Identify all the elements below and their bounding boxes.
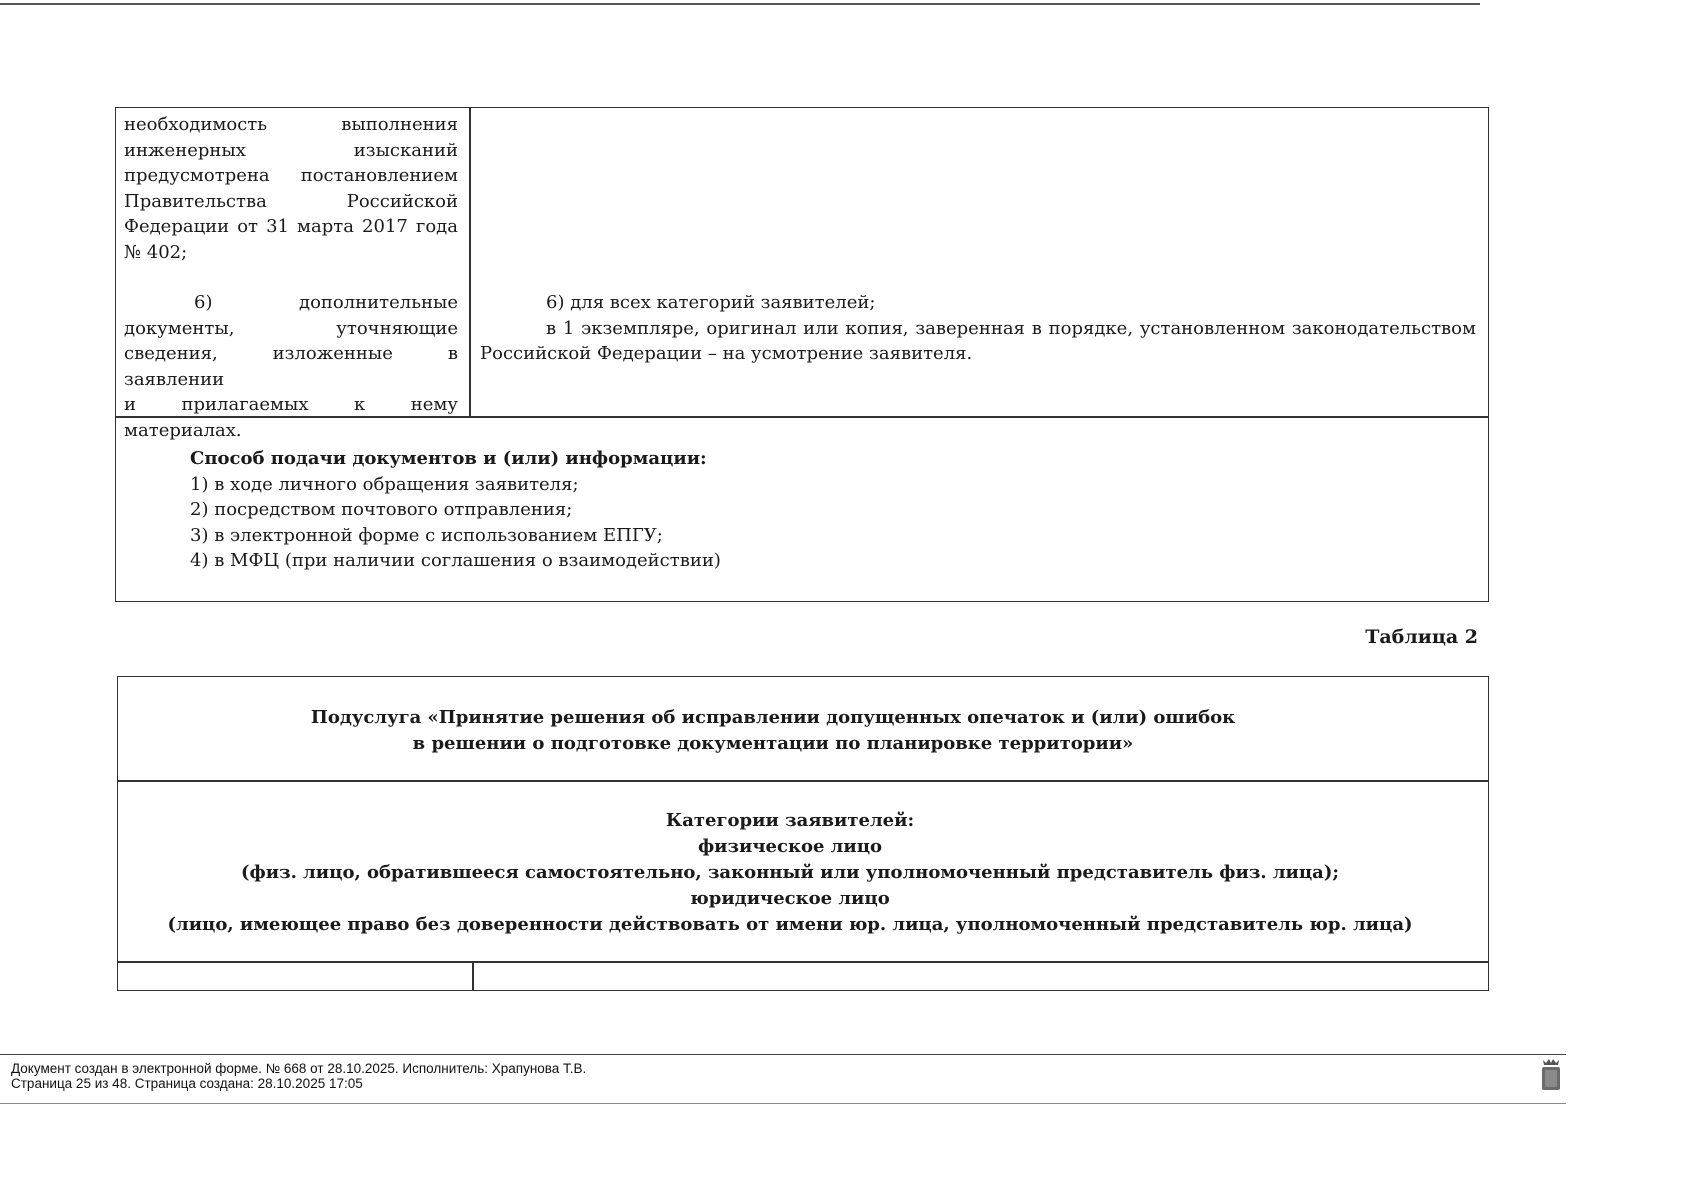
- emblem-icon: [1540, 1058, 1562, 1092]
- text-line: и прилагаемых к нему материалах.: [124, 394, 458, 441]
- applicant-categories-line: 6) для всех категорий заявителей;: [546, 292, 876, 313]
- scan-edge-bottom: [0, 1103, 1566, 1104]
- submission-item: 2) посредством почтового отправления;: [190, 499, 573, 520]
- engineering-surveys-text: [124, 112, 458, 265]
- category-individual: физическое лицо: [697, 836, 883, 857]
- table-2-label: Таблица 2: [1365, 626, 1478, 648]
- text-line: необходимость выполнения: [124, 114, 458, 135]
- category-legal-entity-desc: (лицо, имеющее право без доверенности действовать от имени юр. лица, уполномоченный представитель юр. лица): [167, 914, 1413, 935]
- submission-item: 3) в электронной форме с использованием ЕПГУ;: [190, 524, 663, 546]
- subservice-title-line: в решении о подготовке документации по планировке территории»: [412, 733, 1134, 754]
- text-line: № 402;: [124, 241, 188, 263]
- submission-methods: [190, 446, 1190, 574]
- category-legal-entity: юридическое лицо: [690, 888, 890, 909]
- text-line: предусмотрена постановлением: [124, 165, 458, 186]
- table-2-row-divider-2: [117, 961, 1489, 963]
- submission-item: 1) в ходе личного обращения заявителя;: [190, 473, 579, 495]
- submission-item: 4) в МФЦ (при наличии соглашения о взаимодействии): [190, 550, 721, 571]
- table-1-left-cell: [124, 112, 458, 443]
- applicant-categories: [117, 808, 1489, 938]
- footer-line-2: Страница 25 из 48. Страница создана: 28.10.2025 17:05: [11, 1076, 363, 1091]
- text-line: 6) дополнительные: [194, 292, 458, 313]
- category-individual-desc: (физ. лицо, обратившееся самостоятельно, законный или уполномоченный представитель физ. лица);: [240, 862, 1340, 883]
- subservice-title-line: Подуслуга «Принятие решения об исправлении допущенных опечаток и (или) ошибок: [310, 707, 1236, 728]
- text-line: сведения, изложенные в заявлении: [124, 343, 458, 390]
- document-footer: [11, 1061, 586, 1091]
- text-line: инженерных изысканий: [124, 139, 458, 161]
- table-2-row-divider-1: [117, 780, 1489, 782]
- text-line: документы, уточняющие: [124, 317, 458, 339]
- subservice-title: [117, 705, 1489, 757]
- text-line: Федерации от 31 марта 2017 года: [124, 216, 458, 237]
- categories-heading: Категории заявителей:: [665, 810, 915, 831]
- table-1-right-cell: [480, 290, 1476, 367]
- copies-requirement-text: в 1 экземпляре, оригинал или копия, заверенная в порядке, установленном законодательством Российской Федерации – на усмотрение заявителя.: [480, 317, 1476, 364]
- text-line: Правительства Российской: [124, 190, 458, 212]
- footer-line-1: Документ создан в электронной форме. № 668 от 28.10.2025. Исполнитель: Храпунова Т.В.: [11, 1061, 587, 1076]
- table-1-col-divider: [469, 107, 471, 417]
- additional-documents-text: [124, 290, 458, 443]
- scan-edge-top: [0, 3, 1480, 5]
- submission-heading: Способ подачи документов и (или) информации:: [190, 448, 707, 469]
- footer-divider: [0, 1054, 1566, 1055]
- table-2-col-divider: [472, 961, 474, 991]
